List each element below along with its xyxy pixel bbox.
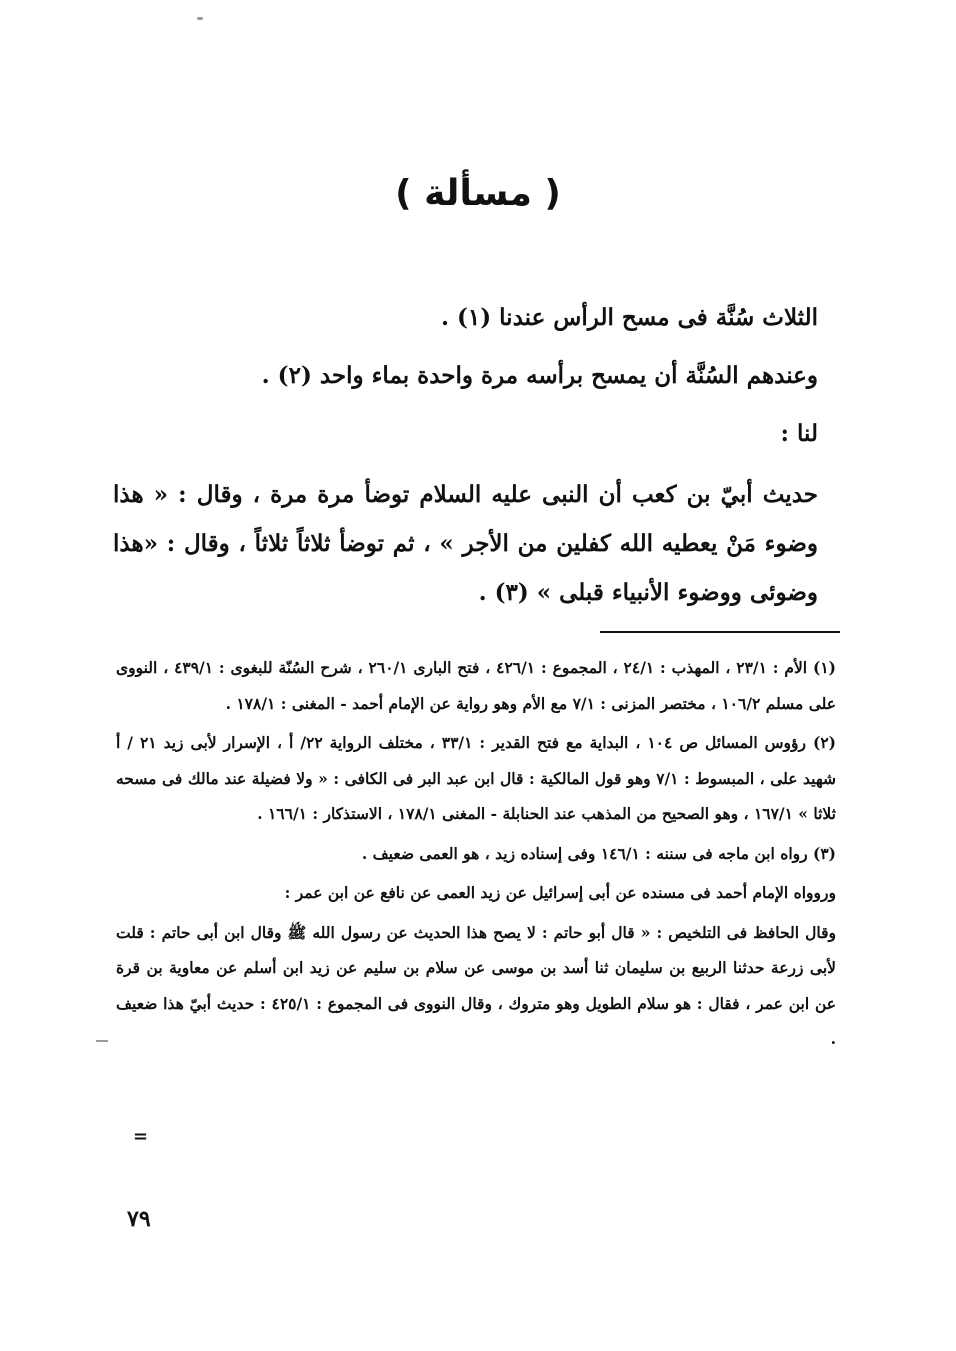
body-paragraph-2 [113,354,818,398]
page-number: ٧٩ [127,1206,151,1232]
scan-mark [96,1040,108,1042]
body-text-4: حديث أبيّ بن كعب أن النبى عليه السلام توضأ مرة مرة ، وقال : « هذا وضوء مَنْ يعطيه الله كفلين من الأجر » ، ثم توضأ ثلاثاً ثلاثاً ، وقال : «هذا وضوئى ووضوء الأنبياء قبلى » (٣) . [113,481,818,606]
page-title: ( مسألة ) [395,173,561,214]
body-text-3: لنا : [780,420,818,447]
body-text-2: وعندهم السُنَّة أن يمسح برأسه مرة واحدة بماء واحد (٢) . [261,362,818,389]
body-paragraph-3 [113,412,818,456]
body-text-1: الثلاث سُنَّة فى مسح الرأس عندنا (١) . [441,304,818,331]
continuation-mark: = [133,1126,149,1147]
footnote-3-commentary: وقال الحافظ فى التلخيص : « قال أبو حاتم : لا يصح هذا الحديث عن رسول الله ﷺ وقال ابن أبى حاتم : قلت لأبى زرعة حدثنا الربيع بن سليمان ثنا أسد بن موسى عن سلام بن سليم عن زيد ابن أسلم عن معاوية بن قرة عن ابن عمر ، فقال : هو سلام الطويل وهو متروك ، وقال النووى فى المجموع : ٤٢٥/١ : حديث أبيّ هذا ضعيف . [116,922,836,1048]
body-paragraph-1 [113,296,818,340]
footnote-2: (٢) رؤوس المسائل ص ١٠٤ ، البداية مع فتح القدير : ٣٣/١ ، مختلف الرواية ٢٢/ أ ، الإسرار لأبى زيد ٢١ / أ شهيد على ، المبسوط : ٧/١ وهو قول المالكية : قال ابن عبد البر فى الكافى : « ولا فضيلة عند مالك فى مسحه ثلاثا » ١٦٧/١ ، وهو الصحيح من المذهب عند الحنابلة - المغنى ١٧٨/١ ، الاستذكار : ١٦٦/١ . [116,733,837,823]
footnote-separator [600,631,840,633]
footnote-3: (٣) رواه ابن ماجه فى سننه : ١٤٦/١ وفى إسناده زيد ، هو العمى ضعيف . [361,843,836,863]
body-paragraph-4 [113,470,818,617]
footnote-1: (١) الأم : ٢٣/١ ، المهذب : ٢٤/١ ، المجموع : ٤٢٦/١ ، فتح البارى ٢٦٠/١ ، شرح السُنّة للبغوى : ٤٣٩/١ ، النووى على مسلم ١٠٦/٢ ، مختصر المزنى : ٧/١ مع الأم وهو رواية عن الإمام أحمد - المغنى : ١٧٨/١ . [116,658,836,713]
scan-speck [197,17,203,20]
footnotes [116,650,836,1061]
footnote-3-continued: وروواه الإمام أحمد فى مسنده عن أبى إسرائيل عن زيد العمى عن نافع عن ابن عمر : [284,883,836,902]
